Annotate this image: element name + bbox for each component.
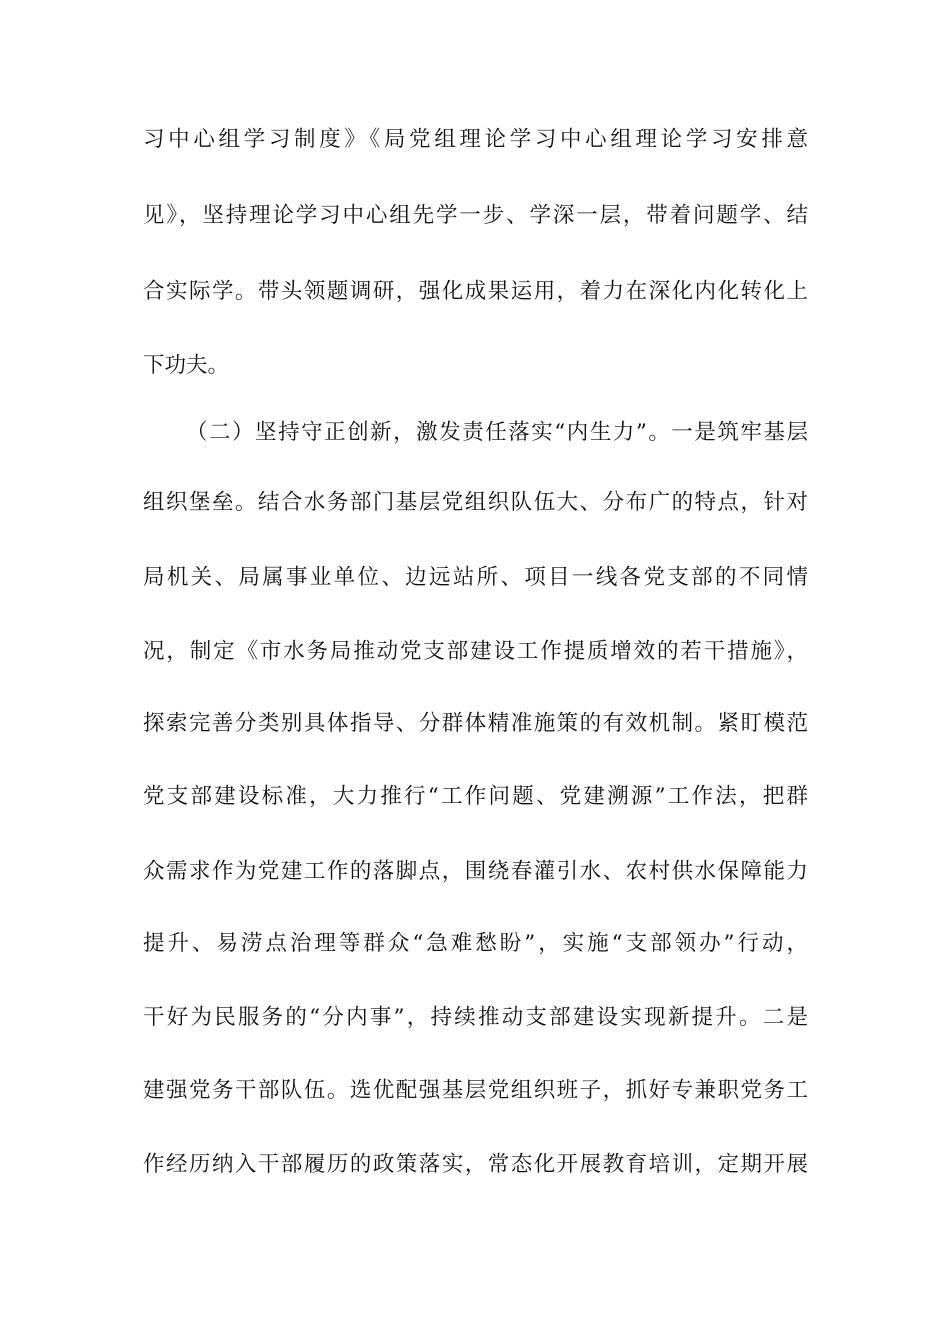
text-line: 习中心组学习制度》《局党组理论学习中心组理论学习安排意 [143,127,808,152]
text-line: 建强党务干部队伍。选优配强基层党组织班子，抓好专兼职党务工 [143,1078,808,1103]
text-line: 组织堡垒。结合水务部门基层党组织队伍大、分布广的特点，针对 [143,490,808,515]
text-line: 众需求作为党建工作的落脚点，围绕春灌引水、农村供水保障能力 [143,859,808,884]
text-line: 局机关、局属事业单位、边远站所、项目一线各党支部的不同情 [143,565,808,590]
text-line: 干好为民服务的“分内事”，持续推动支部建设实现新提升。二是 [143,1005,808,1030]
text-line: 况，制定《市水务局推动党支部建设工作提质增效的若干措施》， [143,639,808,664]
text-line: 提升、易涝点治理等群众“急难愁盼”，实施“支部领办”行动， [143,931,808,956]
text-line: 见》，坚持理论学习中心组先学一步、学深一层，带着问题学、结 [143,203,808,228]
text-line: 下功夫。 [143,353,230,378]
text-line: 作经历纳入干部履历的政策落实，常态化开展教育培训，定期开展 [143,1152,808,1177]
text-line: 党支部建设标准，大力推行“工作问题、党建溯源”工作法，把群 [143,784,808,809]
text-line: 探索完善分类别具体指导、分群体精准施策的有效机制。紧盯模范 [143,711,808,736]
paragraph-heading-line: （二）坚持守正创新，激发责任落实“内生力”。一是筑牢基层 [186,420,808,445]
text-line: 合实际学。带头领题调研，强化成果运用，着力在深化内化转化上 [143,279,808,304]
